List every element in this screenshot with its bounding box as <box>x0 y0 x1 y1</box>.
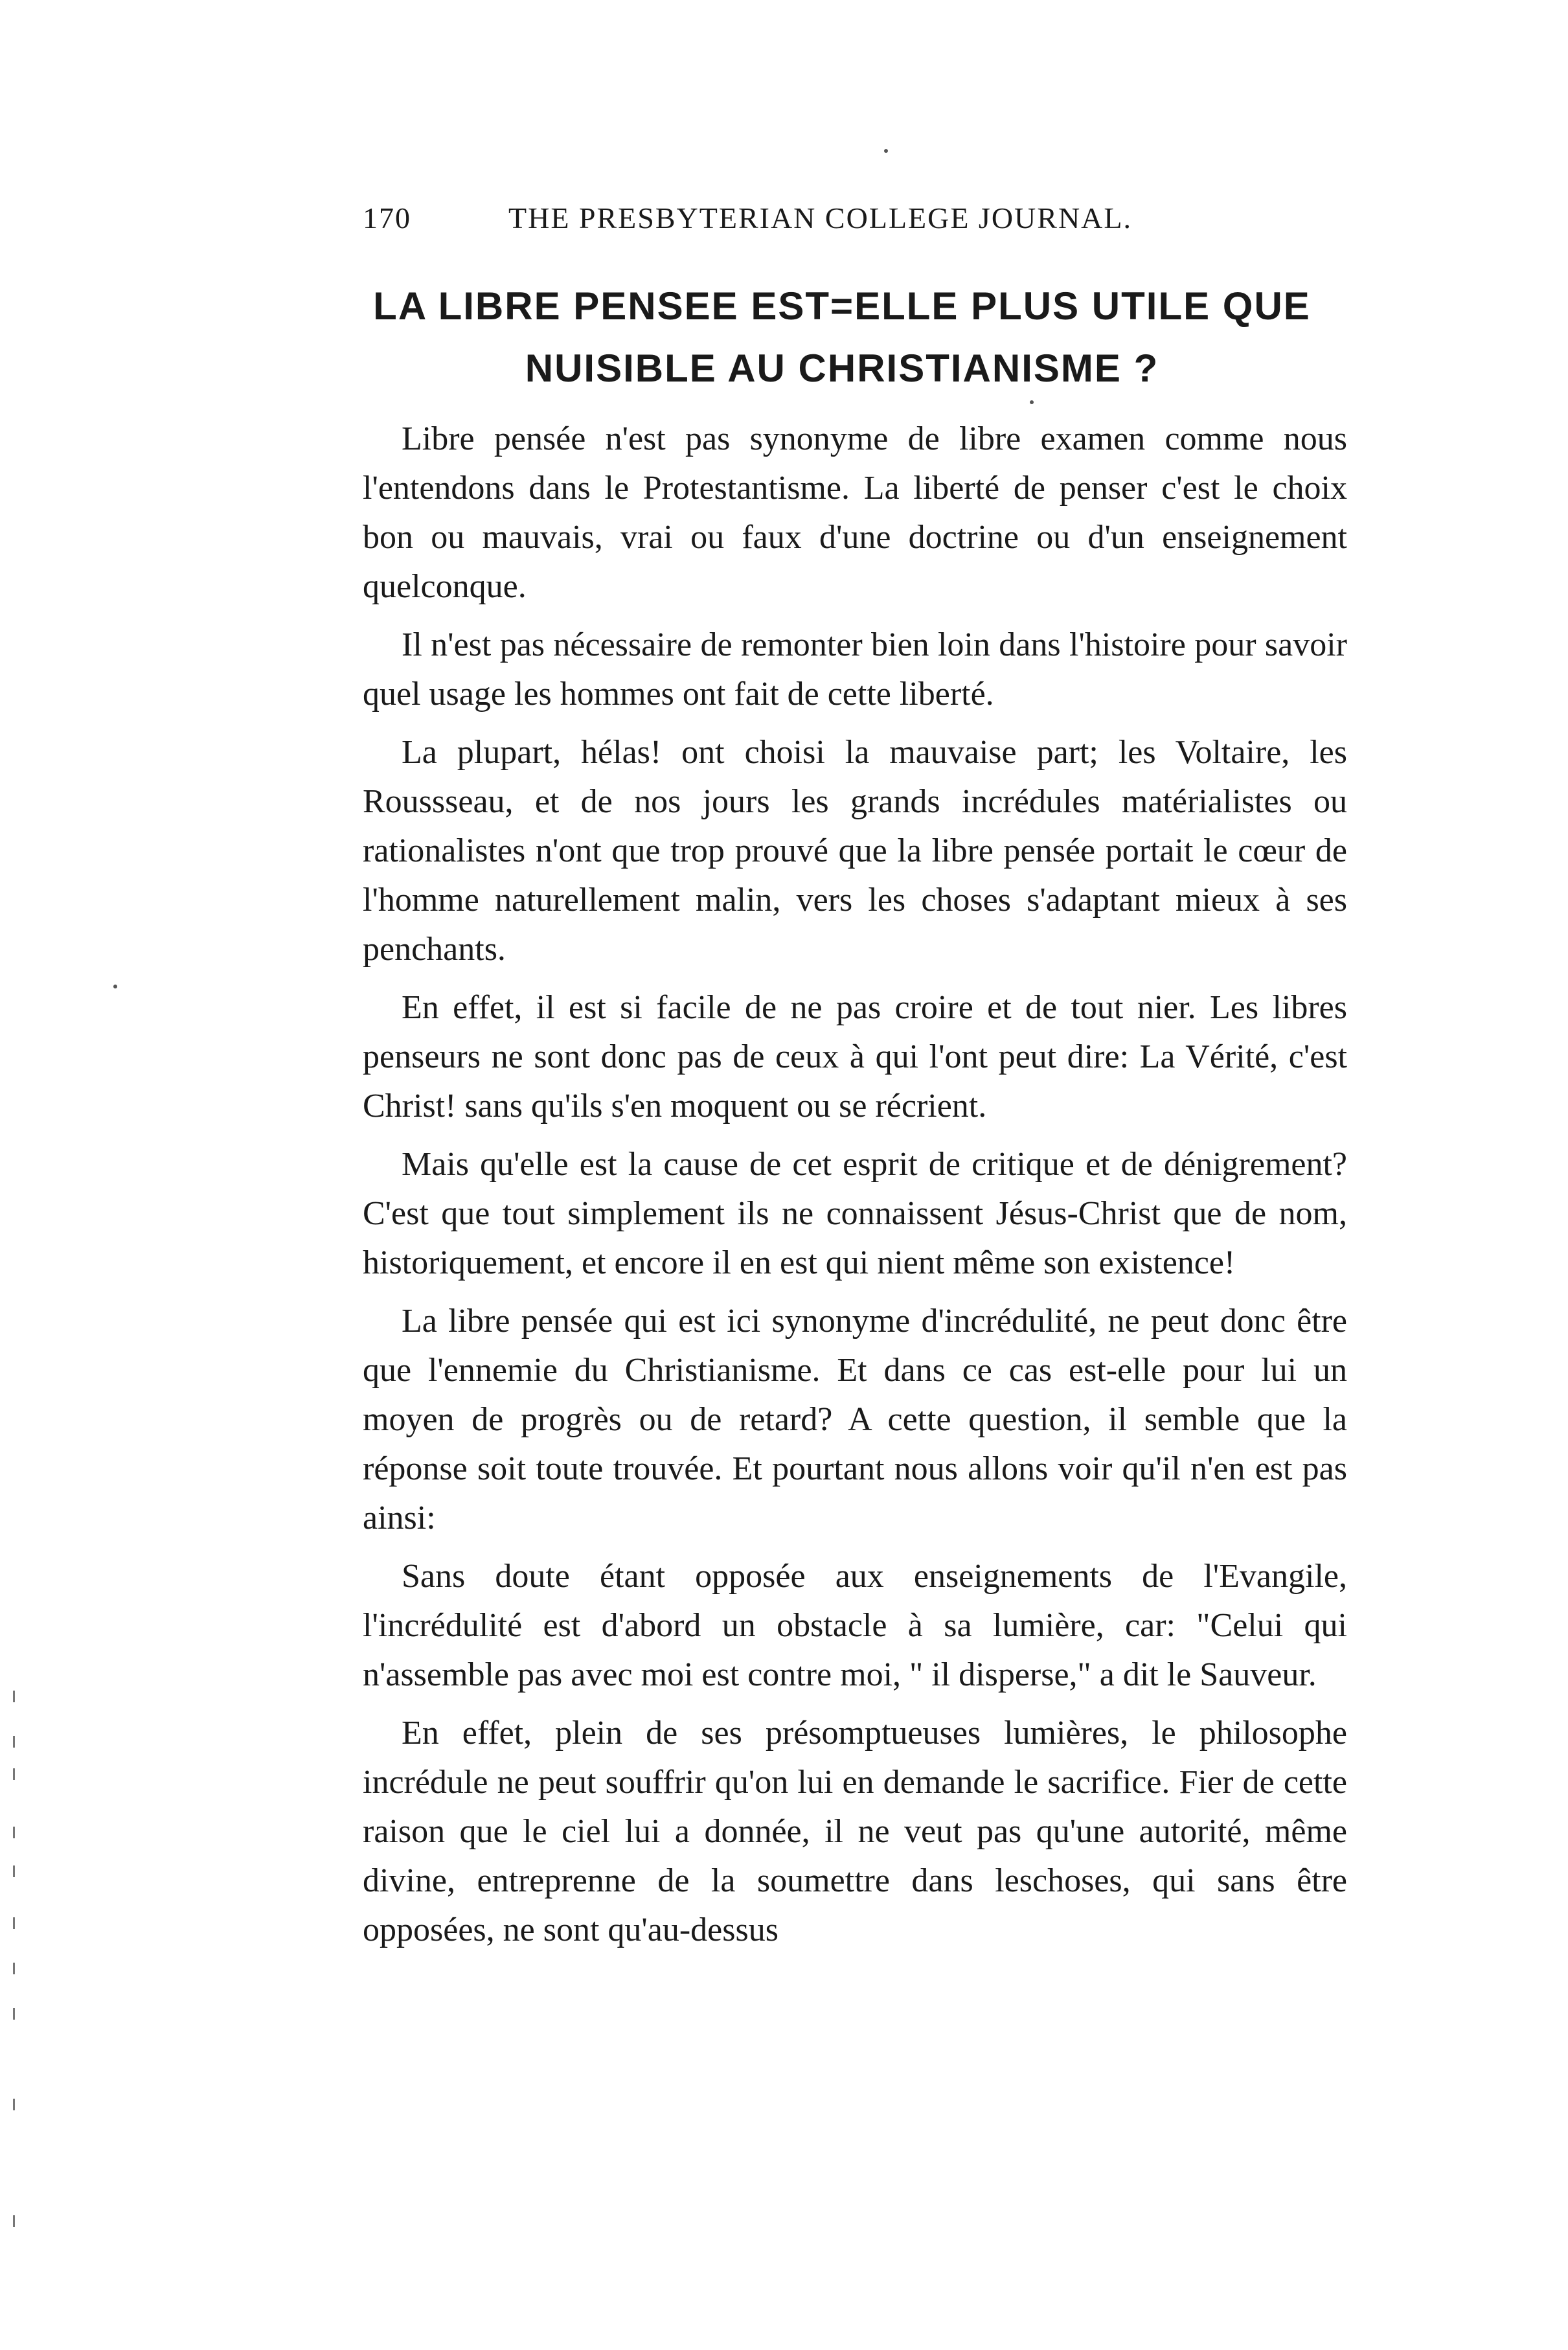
paragraph: La plupart, hélas! ont choisi la mauvaise part; les Voltaire, les Roussseau, et de nos jours les grands incrédules matérialistes ou rationalistes n'ont que trop prouvé que la libre pensée portait le cœur de l'homme naturellement malin, vers les choses s'adaptant mieux à ses penchants. <box>363 734 1347 968</box>
article-title-line-1: LA LIBRE PENSEE EST=ELLE PLUS UTILE QUE <box>373 284 1311 328</box>
page-number: 170 <box>363 201 411 234</box>
scan-speck <box>13 2008 15 2020</box>
paragraph: En effet, plein de ses présomptueuses lumières, le philosophe incrédule ne peut souffrir qu'on lui en demande le sacrifice. Fier de cette raison que le ciel lui a donnée, il ne veut pas qu'une autorité, même divine, entreprenne de la soumettre dans leschoses, qui sans être opposées, ne sont qu'au-dessus <box>363 1715 1347 1948</box>
paragraph: Libre pensée n'est pas synonyme de libre examen comme nous l'entendons dans le Protestantisme. La liberté de penser c'est le choix bon ou mauvais, vrai ou faux d'une doctrine ou d'un enseignement quelconque. <box>363 420 1347 605</box>
article-title <box>350 275 1334 400</box>
paragraph: En effet, il est si facile de ne pas croire et de tout nier. Les libres penseurs ne sont donc pas de ceux à qui l'ont peut dire: La Vérité, c'est Christ! sans qu'ils s'en moquent ou se récrient. <box>363 989 1347 1124</box>
scan-speck <box>13 2215 15 2227</box>
scan-speck <box>13 1691 15 1702</box>
scan-speck <box>113 985 117 988</box>
article-title-line-2: NUISIBLE AU CHRISTIANISME ? <box>525 347 1159 390</box>
scan-speck <box>13 1917 15 1929</box>
scan-speck <box>13 1736 15 1748</box>
paragraph: Sans doute étant opposée aux enseignements de l'Evangile, l'incrédulité est d'abord un obstacle à sa lumière, car: "Celui qui n'assemble pas avec moi est contre moi, " il disperse," a dit le Sauveur. <box>363 1558 1347 1693</box>
scan-speck <box>13 1768 15 1780</box>
running-head <box>363 194 1205 246</box>
scan-speck <box>13 1827 15 1838</box>
article-body <box>363 415 1347 1964</box>
scan-speck <box>884 149 888 153</box>
scan-speck <box>13 1865 15 1877</box>
paragraph: Il n'est pas nécessaire de remonter bien loin dans l'histoire pour savoir quel usage les hommes ont fait de cette liberté. <box>363 626 1347 713</box>
journal-title: THE PRESBYTERIAN COLLEGE JOURNAL. <box>508 201 1132 234</box>
paragraph: Mais qu'elle est la cause de cet esprit de critique et de dénigrement? C'est que tout simplement ils ne connaissent Jésus-Christ que de nom, historiquement, et encore il en est qui nient même son existence! <box>363 1146 1347 1281</box>
scan-speck <box>13 2099 15 2110</box>
scan-speck <box>13 1963 15 1974</box>
paragraph: La libre pensée qui est ici synonyme d'incrédulité, ne peut donc être que l'ennemie du Christianisme. Et dans ce cas est-elle pour lui un moyen de progrès ou de retard? A cette question, il semble que la réponse soit toute trouvée. Et pourtant nous allons voir qu'il n'en est pas ainsi: <box>363 1303 1347 1536</box>
scan-speck <box>1030 400 1034 404</box>
